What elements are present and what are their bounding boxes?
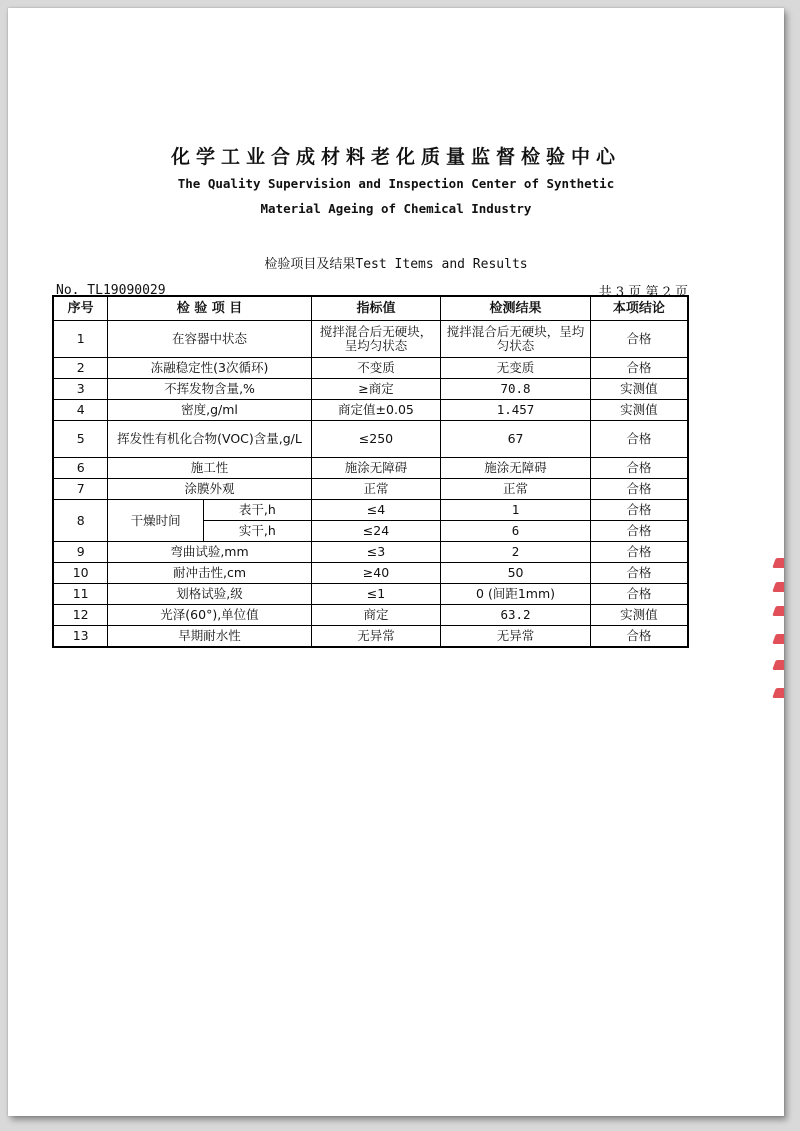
row-item: 早期耐水性 <box>108 626 311 648</box>
row-spec: 无异常 <box>311 626 441 648</box>
row-result: 50 <box>441 563 591 584</box>
table-row <box>53 379 688 400</box>
report-number: No. TL19090029 <box>56 283 166 298</box>
table-row <box>53 563 688 584</box>
row-result: 63.2 <box>441 605 591 626</box>
row-spec: 不变质 <box>311 358 441 379</box>
row-no: 1 <box>53 321 108 358</box>
row-conclusion: 合格 <box>590 500 688 521</box>
table-row <box>53 421 688 458</box>
row-result: 0 (间距1mm) <box>441 584 591 605</box>
row-item: 光泽(60°),单位值 <box>108 605 311 626</box>
row-conclusion: 合格 <box>590 542 688 563</box>
table-row <box>53 605 688 626</box>
row-no: 3 <box>53 379 108 400</box>
row-result: 1.457 <box>441 400 591 421</box>
row-spec: 商定值±0.05 <box>311 400 441 421</box>
row-result: 6 <box>441 521 591 542</box>
section-subtitle: 检验项目及结果Test Items and Results <box>264 257 528 272</box>
row-result: 正常 <box>441 479 591 500</box>
row-no: 2 <box>53 358 108 379</box>
row-result: 2 <box>441 542 591 563</box>
row-spec: 施涂无障碍 <box>311 458 441 479</box>
row-conclusion: 实测值 <box>590 400 688 421</box>
row-spec: ≥40 <box>311 563 441 584</box>
table-row <box>53 500 688 521</box>
row-item: 弯曲试验,mm <box>108 542 311 563</box>
row-result: 70.8 <box>441 379 591 400</box>
row-subitem: 表干,h <box>204 500 312 521</box>
row-item: 在容器中状态 <box>108 321 311 358</box>
header-result: 检测结果 <box>441 296 591 321</box>
row-item: 干燥时间 <box>108 500 204 542</box>
red-stamp-fragment <box>768 548 784 728</box>
row-result: 1 <box>441 500 591 521</box>
row-no: 4 <box>53 400 108 421</box>
table-row <box>53 321 688 358</box>
table-header-row <box>53 296 688 321</box>
header-no: 序号 <box>53 296 108 321</box>
row-spec: 搅拌混合后无硬块，呈均匀状态 <box>311 321 441 358</box>
row-item: 挥发性有机化合物(VOC)含量,g/L <box>108 421 311 458</box>
document-page <box>8 8 784 1116</box>
row-no: 5 <box>53 421 108 458</box>
row-conclusion: 合格 <box>590 458 688 479</box>
row-no: 7 <box>53 479 108 500</box>
row-no: 9 <box>53 542 108 563</box>
table-row <box>53 400 688 421</box>
table-row <box>53 542 688 563</box>
row-item: 耐冲击性,cm <box>108 563 311 584</box>
row-conclusion: 合格 <box>590 626 688 648</box>
row-spec: ≤250 <box>311 421 441 458</box>
row-no: 13 <box>53 626 108 648</box>
header-spec: 指标值 <box>311 296 441 321</box>
row-item: 划格试验,级 <box>108 584 311 605</box>
center-title-cn: 化学工业合成材料老化质量监督检验中心 <box>170 146 621 168</box>
row-spec: ≥商定 <box>311 379 441 400</box>
row-spec: ≤3 <box>311 542 441 563</box>
row-no: 11 <box>53 584 108 605</box>
table-row <box>53 626 688 648</box>
header-item: 检 验 项 目 <box>108 296 311 321</box>
results-table <box>52 295 689 648</box>
row-item: 施工性 <box>108 458 311 479</box>
row-item: 密度,g/ml <box>108 400 311 421</box>
row-subitem: 实干,h <box>204 521 312 542</box>
row-spec: 正常 <box>311 479 441 500</box>
row-no: 8 <box>53 500 108 542</box>
table-row <box>53 458 688 479</box>
row-spec: ≤1 <box>311 584 441 605</box>
row-conclusion: 合格 <box>590 563 688 584</box>
header-conclusion: 本项结论 <box>590 296 688 321</box>
center-title-en-line1: The Quality Supervision and Inspection Center of Synthetic <box>177 176 615 191</box>
row-conclusion: 合格 <box>590 421 688 458</box>
row-spec: ≤4 <box>311 500 441 521</box>
row-spec: ≤24 <box>311 521 441 542</box>
row-item: 冻融稳定性(3次循环) <box>108 358 311 379</box>
row-no: 12 <box>53 605 108 626</box>
row-conclusion: 合格 <box>590 321 688 358</box>
row-no: 6 <box>53 458 108 479</box>
table-row <box>53 584 688 605</box>
row-result: 施涂无障碍 <box>441 458 591 479</box>
table-row <box>53 479 688 500</box>
row-result: 搅拌混合后无硬块，呈均匀状态 <box>441 321 591 358</box>
row-conclusion: 合格 <box>590 479 688 500</box>
row-item: 不挥发物含量,% <box>108 379 311 400</box>
row-conclusion: 合格 <box>590 584 688 605</box>
row-result: 67 <box>441 421 591 458</box>
row-conclusion: 实测值 <box>590 379 688 400</box>
row-item: 涂膜外观 <box>108 479 311 500</box>
row-result: 无变质 <box>441 358 591 379</box>
row-conclusion: 合格 <box>590 521 688 542</box>
center-title-en-line2: Material Ageing of Chemical Industry <box>260 201 532 216</box>
row-conclusion: 实测值 <box>590 605 688 626</box>
page-counter: 共 3 页 第 2 页 <box>598 285 688 300</box>
table-row <box>53 358 688 379</box>
row-result: 无异常 <box>441 626 591 648</box>
row-no: 10 <box>53 563 108 584</box>
row-spec: 商定 <box>311 605 441 626</box>
row-conclusion: 合格 <box>590 358 688 379</box>
